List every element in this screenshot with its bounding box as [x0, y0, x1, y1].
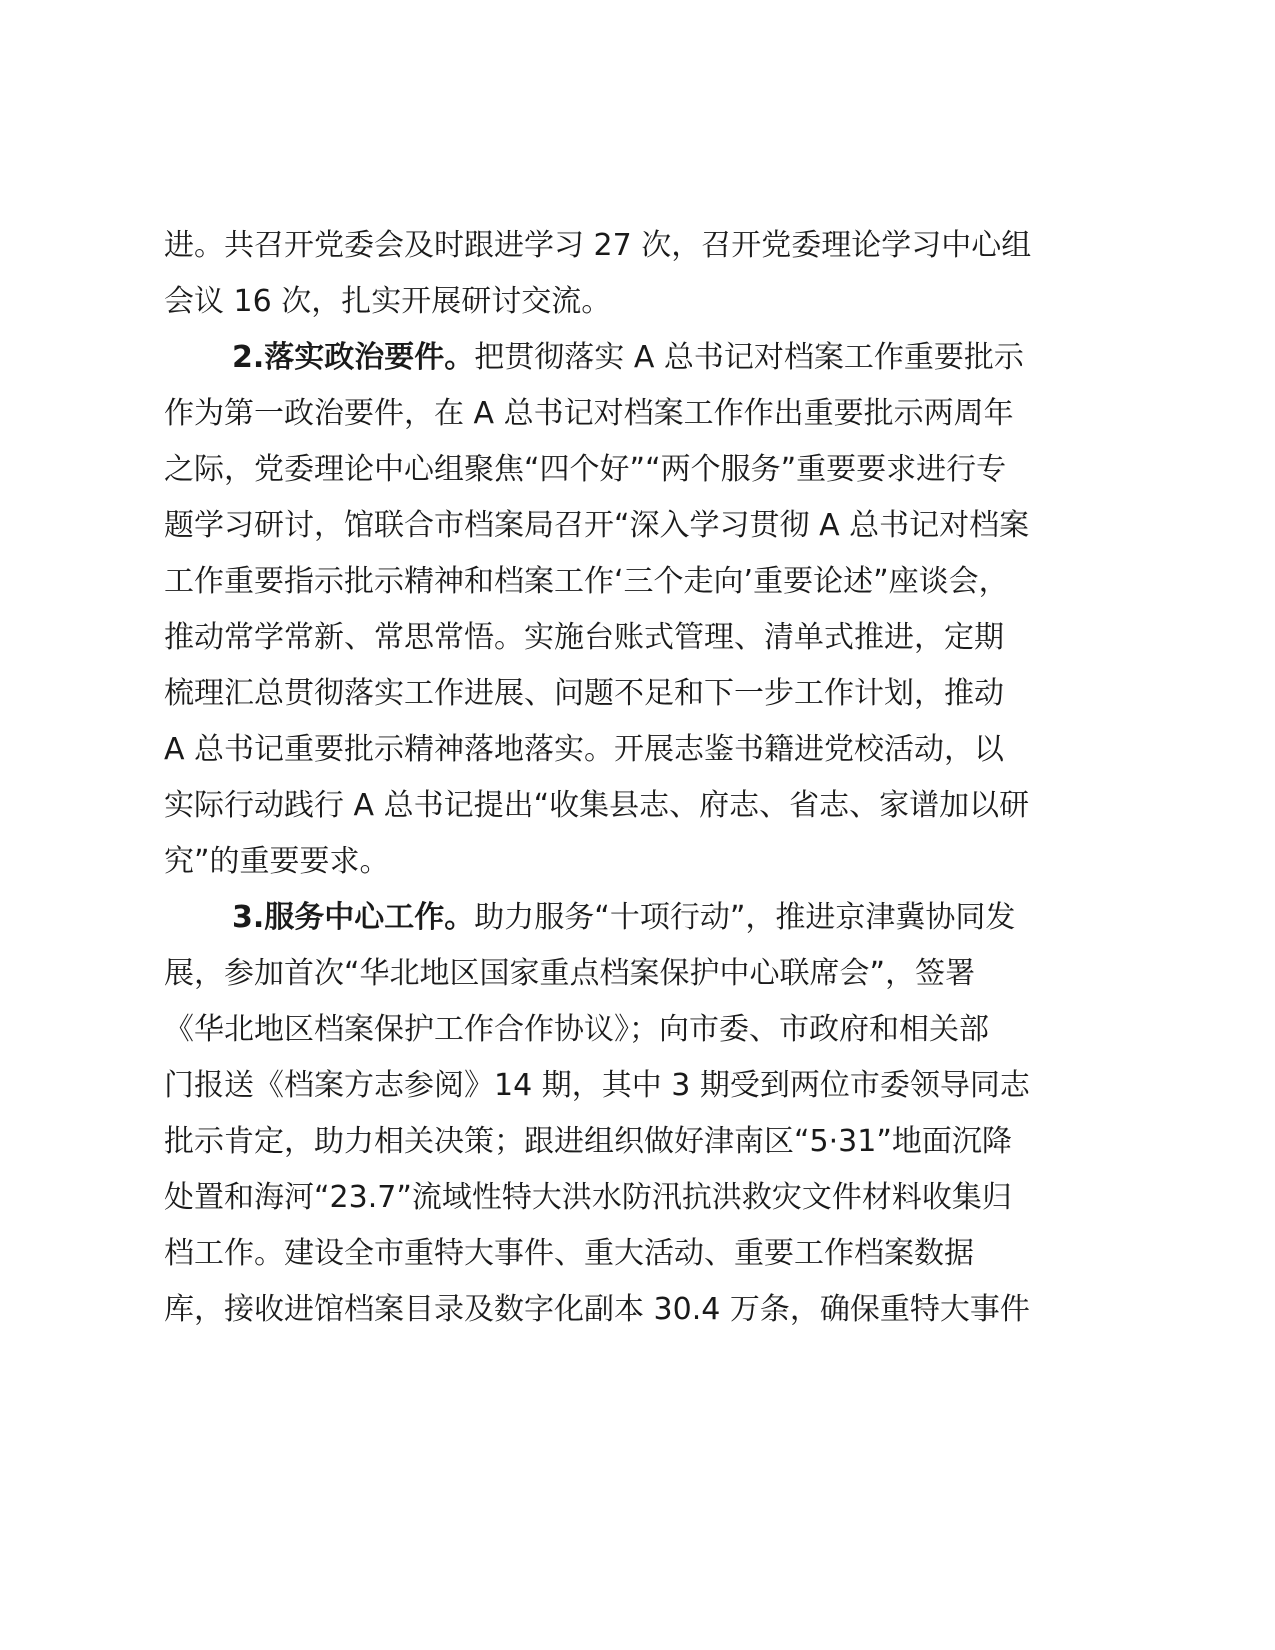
- text-line: 梳理汇总贯彻落实工作进展、问题不足和下一步工作计划，推动: [164, 676, 1004, 711]
- text-line: 作为第一政治要件，在 A 总书记对档案工作作出重要批示两周年: [164, 396, 1014, 431]
- text-line: A 总书记重要批示精神落地落实。开展志鉴书籍进党校活动，以: [164, 732, 1005, 767]
- text-line: 之际，党委理论中心组聚焦“四个好”“两个服务”重要要求进行专: [164, 452, 1007, 487]
- text-line: 处置和海河“23.7”流域性特大洪水防汛抗洪救灾文件材料收集归: [164, 1180, 1012, 1215]
- text-line: 门报送《档案方志参阅》14 期，其中 3 期受到两位市委领导同志: [164, 1068, 1030, 1103]
- section-heading-3: 3.服务中心工作。: [232, 900, 475, 935]
- paragraph-3-first-line: [164, 890, 1116, 946]
- text-line: 题学习研讨，馆联合市档案局召开“深入学习贯彻 A 总书记对档案: [164, 508, 1030, 543]
- text-line: 会议 16 次，扎实开展研讨交流。: [164, 284, 612, 319]
- text-line: 档工作。建设全市重特大事件、重大活动、重要工作档案数据: [164, 1236, 974, 1271]
- text-line: 展，参加首次“华北地区国家重点档案保护中心联席会”，签署: [164, 956, 976, 991]
- document-body: [164, 218, 1116, 1338]
- text-line: 库，接收进馆档案目录及数字化副本 30.4 万条，确保重特大事件: [164, 1292, 1030, 1327]
- text-line: 推动常学常新、常思常悟。实施台账式管理、清单式推进，定期: [164, 620, 1004, 655]
- section-heading-2: 2.落实政治要件。: [232, 340, 475, 375]
- text-line: 《华北地区档案保护工作合作协议》；向市委、市政府和相关部: [164, 1012, 989, 1047]
- paragraph-2-first-line: [164, 330, 1116, 386]
- text-line: 究”的重要要求。: [164, 844, 390, 879]
- text-line: 工作重要指示批示精神和档案工作‘三个走向’重要论述”座谈会，: [164, 564, 1009, 599]
- text-line: 批示肯定，助力相关决策；跟进组织做好津南区“5·31”地面沉降: [164, 1124, 1012, 1159]
- text-line: 助力服务“十项行动”，推进京津冀协同发: [474, 900, 1016, 935]
- text-line: 进。共召开党委会及时跟进学习 27 次，召开党委理论学习中心组: [164, 228, 1032, 263]
- text-line: 把贯彻落实 A 总书记对档案工作重要批示: [474, 340, 1024, 375]
- text-line: 实际行动践行 A 总书记提出“收集县志、府志、省志、家谱加以研: [164, 788, 1030, 823]
